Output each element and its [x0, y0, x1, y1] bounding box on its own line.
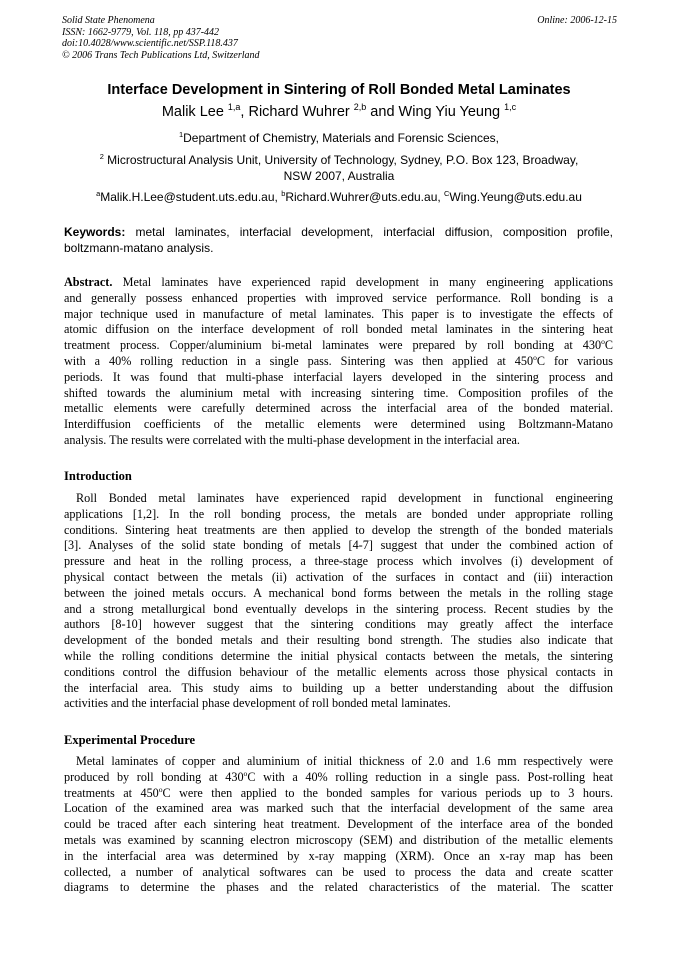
author-name: and Wing Yiu Yeung — [366, 104, 501, 120]
email-text: Malik.H.Lee@student.uts.edu.au, — [100, 190, 282, 204]
degree-superscript: o — [601, 337, 605, 347]
email-text: Wing.Yeung@uts.edu.au — [449, 190, 582, 204]
paragraph-line: Roll Bonded metal laminates have experienced rapid development in functional engineering — [76, 491, 613, 505]
abstract-text-part: C — [604, 338, 613, 353]
paragraph-line: between the joined metals occurs. A mechanical bond forms between the metals in the rolling stage — [64, 585, 613, 600]
affiliation-text: NSW 2007, Australia — [283, 169, 395, 183]
paragraph-line: and a strong metallurgical bond eventually develops in the sintering process. Recent studies by the — [64, 601, 613, 616]
paragraph-line: conditions control the diffusion behaviour of the metallic elements across those physical contacts in — [64, 664, 613, 679]
paragraph-line: in the interfacial area was determined by x-ray mapping (XRM). Once an x-ray map has been — [64, 848, 613, 863]
abstract-text: analysis. The results were correlated with the multi-phase development in the interfacial area. — [64, 432, 520, 447]
section-heading-experimental: Experimental Procedure — [64, 733, 196, 747]
abstract — [64, 275, 613, 449]
paragraph-line — [64, 786, 613, 802]
abstract-text: metallic elements were carefully determined across the interfacial area of the bonded material. — [64, 401, 613, 416]
degree-superscript: o — [243, 768, 248, 778]
paragraph-line — [64, 770, 613, 786]
author-superscript: 2,b — [353, 102, 367, 113]
keywords-text: boltzmann-matano analysis. — [64, 241, 214, 255]
affiliation-superscript: 1 — [178, 130, 184, 139]
email-list — [80, 189, 598, 205]
paragraph-text-part: C with a 40% rolling reduction in a single pass. Post-rolling heat — [247, 769, 614, 784]
paragraph-line: activities and the interfacial phase development of roll bonded metal laminates. — [64, 696, 451, 711]
introduction-body — [64, 491, 613, 712]
author-superscript: 1,c — [504, 102, 517, 113]
journal-header — [62, 15, 617, 61]
author-superscript: 1,a — [227, 102, 241, 113]
abstract-text-part: C for various — [536, 353, 613, 368]
paragraph-line: authors [8-10] however suggest that the sintering conditions may greatly affect the interface — [64, 617, 613, 632]
abstract-text-part: treatment process. Copper/aluminium bi-metal laminates were prepared by roll bonding at 430 — [64, 338, 602, 353]
paragraph-line: diagrams to determine the phases and the related characteristics of the material. The scatter — [64, 880, 613, 895]
paragraph-line: collected, a number of analytical softwares can be used to process the data and create scatter — [64, 864, 613, 879]
paragraph-line: applications [1,2]. In the roll bonding process, the metals are bonded under appropriate rolling — [64, 506, 613, 521]
paragraph-text-part: treatments at 450 — [64, 785, 159, 800]
degree-superscript: o — [533, 352, 537, 362]
abstract-text: Metal laminates have experienced rapid development in many engineering applications — [112, 275, 613, 289]
affiliation-text: Department of Chemistry, Materials and Forensic Sciences, — [183, 131, 500, 145]
abstract-text: periods. It was found that multi-phase interfacial layers developed in the sintering process and — [64, 369, 613, 384]
abstract-text — [64, 354, 613, 370]
affiliation-superscript: 2 — [99, 152, 104, 161]
affiliation-1 — [80, 130, 598, 146]
section-heading-introduction: Introduction — [64, 469, 132, 483]
abstract-text: and generally possess enhanced properties with improved service performance. Roll bonding is a — [64, 290, 613, 305]
paragraph-text-part: C were then applied to the bonded samples for various periods up to 3 hours. — [162, 785, 613, 800]
abstract-text-part: with a 40% rolling reduction in a single pass. Sintering was then applied at 450 — [64, 353, 534, 368]
abstract-text: shifted towards the aluminium metal with increasing sintering time. Composition profiles of the — [64, 385, 613, 400]
author-list — [0, 104, 678, 120]
keywords-label: Keywords: — [64, 225, 126, 239]
paragraph-line: physical contact between the metals (ii) activation of the surfaces in contact and (iii) interaction — [64, 569, 613, 584]
journal-name: Solid State Phenomena — [62, 15, 155, 26]
degree-superscript: o — [158, 784, 163, 794]
paragraph-line: Metal laminates of copper and aluminium of initial thickness of 2.0 and 1.6 mm respectively were — [76, 754, 613, 768]
paragraph-line: conditions. Sintering heat treatments are then applied to develop the strength of the bonded materials — [64, 522, 613, 537]
paper-title: Interface Development in Sintering of Roll Bonded Metal Laminates — [107, 82, 571, 98]
abstract-text: Interdiffusion coefficients of the metallic elements were determined using Boltzmann-Matano — [64, 417, 613, 432]
author-name: , Richard Wuhrer — [240, 104, 350, 120]
paragraph-line: while the rolling conditions determine the initial physical contacts between the metals, the sintering — [64, 648, 613, 663]
online-date: Online: 2006-12-15 — [537, 15, 617, 26]
paragraph-line: pressure and heat in the rolling process, a three-stage process which involves (i) development of — [64, 554, 613, 569]
keywords-text: metal laminates, interfacial development, interfacial diffusion, composition profile, — [125, 225, 613, 239]
paragraph-line: metals was examined by scanning electron microscopy (SEM) and distribution of the metallic elements — [64, 832, 613, 847]
email-superscript: a — [96, 189, 101, 198]
journal-doi: doi:10.4028/www.scientific.net/SSP.118.437 — [62, 38, 238, 49]
paragraph-line: development of the bonded metals and their resulting bond strength. The studies also indicate that — [64, 633, 613, 648]
keywords — [64, 224, 613, 256]
abstract-text: major technique used in manufacture of metal laminates. This paper is to investigate the effects of — [64, 306, 613, 321]
paragraph-line: [3]. Analyses of the solid state bonding of metals [4-7] suggest that under the combined action of — [64, 538, 613, 553]
email-superscript: C — [444, 189, 450, 198]
abstract-text — [64, 338, 613, 354]
author-name: Malik Lee — [161, 104, 224, 120]
paragraph-line: the interfacial area. This study aims to building up a better understanding about the diffusion — [64, 680, 613, 695]
journal-issn: ISSN: 1662-9779, Vol. 118, pp 437-442 — [62, 26, 220, 38]
paragraph-line: Location of the examined area was marked such that the interfacial development of the same area — [64, 801, 613, 816]
affiliation-2 — [80, 152, 598, 184]
experimental-body — [64, 754, 613, 896]
affiliation-text: Microstructural Analysis Unit, University of Technology, Sydney, P.O. Box 123, Broadway, — [103, 153, 579, 167]
abstract-label: Abstract. — [64, 275, 113, 289]
paragraph-text-part: produced by roll bonding at 430 — [64, 769, 244, 784]
email-text: Richard.Wuhrer@uts.edu.au, — [285, 190, 445, 204]
paragraph-line: could be traced after each sintering heat treatment. Development of the interface area of the bonded — [64, 817, 613, 832]
journal-copyright: © 2006 Trans Tech Publications Ltd, Switzerland — [62, 49, 260, 61]
abstract-text: atomic diffusion on the interface development of roll bonded metal laminates in the sintering heat — [64, 322, 613, 337]
email-superscript: b — [281, 189, 286, 198]
